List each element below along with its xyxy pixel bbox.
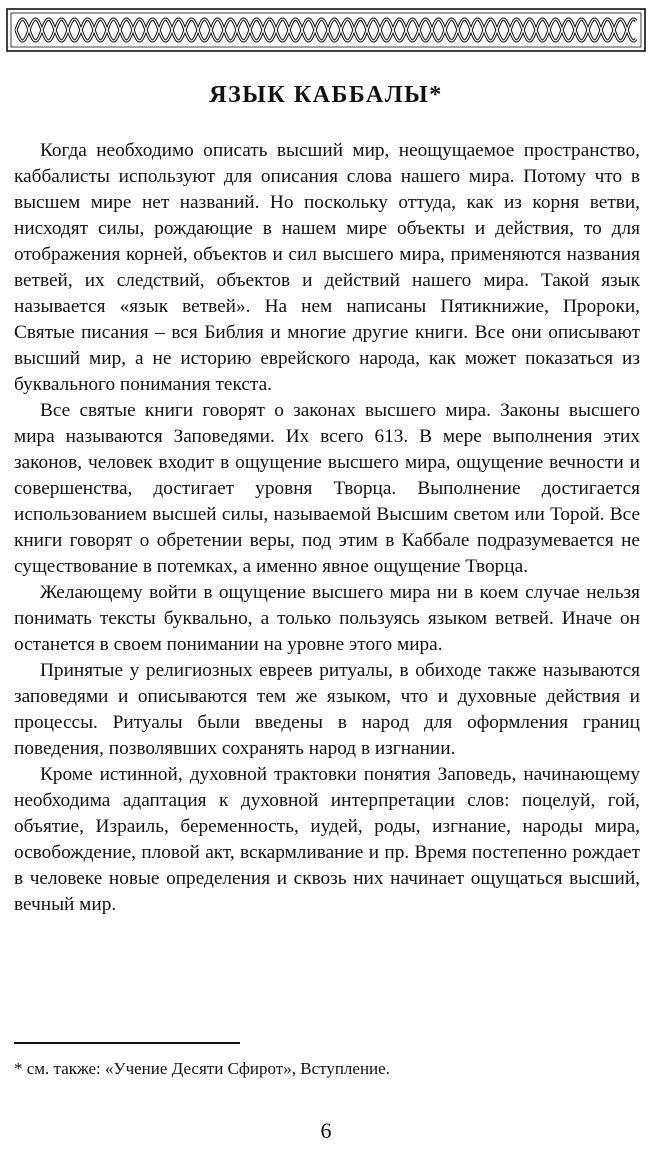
chapter-body (14, 138, 640, 918)
footnote: * см. также: «Учение Десяти Сфирот», Вступление. (14, 1059, 390, 1078)
paragraph: Кроме истинной, духовной трактовки понятия Заповедь, начинающему необходима адаптация к духовной интерпретации слов: поцелуй, гой, объятие, Израиль, беременность, иудей, роды, изгнание, народы мира, освобождение, пловой акт, вскармливание и пр. Время постепенно рождает в человеке новые определения и сквозь них начинает ощущаться высший, вечный мир. (14, 764, 640, 915)
paragraph: Когда необходимо описать высший мир, неощущаемое пространство, каббалисты используют для описания слова нашего мира. Потому что в высшем мире нет названий. Но поскольку оттуда, как из корня ветви, нисходят силы, рождающие в нашем мире объекты и действия, то для отображения корней, объектов и сил высшего мира, применяются названия ветвей, их следствий, объектов и действий нашего мира. Такой язык называется «язык ветвей». На нем написаны Пятикнижие, Пророки, Святые писания – вся Библия и многие другие книги. Все они описывают высший мир, а не историю еврейского народа, как может показаться из буквального понимания текста. (14, 140, 640, 395)
page-number: 6 (320, 1118, 332, 1143)
braided-border-ornament (6, 8, 646, 52)
paragraph: Все святые книги говорят о законах высшего мира. Законы высшего мира называются Заповедями. Их всего 613. В мере выполнения этих законов, человек входит в ощущение высшего мира, ощущение вечности и совершенства, достигает уровня Творца. Выполнение достигается использованием высшей силы, называемой Высшим светом или Торой. Все книги говорят о обретении веры, под этим в Каббале подразумевается не существование в потемках, а именно явное ощущение Творца. (14, 400, 640, 577)
paragraph: Принятые у религиозных евреев ритуалы, в обиходе также называются заповедями и описываются тем же языком, что и духовные действия и процессы. Ритуалы были введены в народ для оформления границ поведения, позволявших сохранять народ в изгнании. (14, 660, 640, 759)
footnote-divider (14, 1042, 240, 1044)
paragraph: Желающему войти в ощущение высшего мира ни в коем случае нельзя понимать тексты буквально, а только пользуясь языком ветвей. Иначе он останется в своем понимании на уровне этого мира. (14, 582, 640, 655)
chapter-title: ЯЗЫК КАББАЛЫ* (209, 82, 443, 108)
